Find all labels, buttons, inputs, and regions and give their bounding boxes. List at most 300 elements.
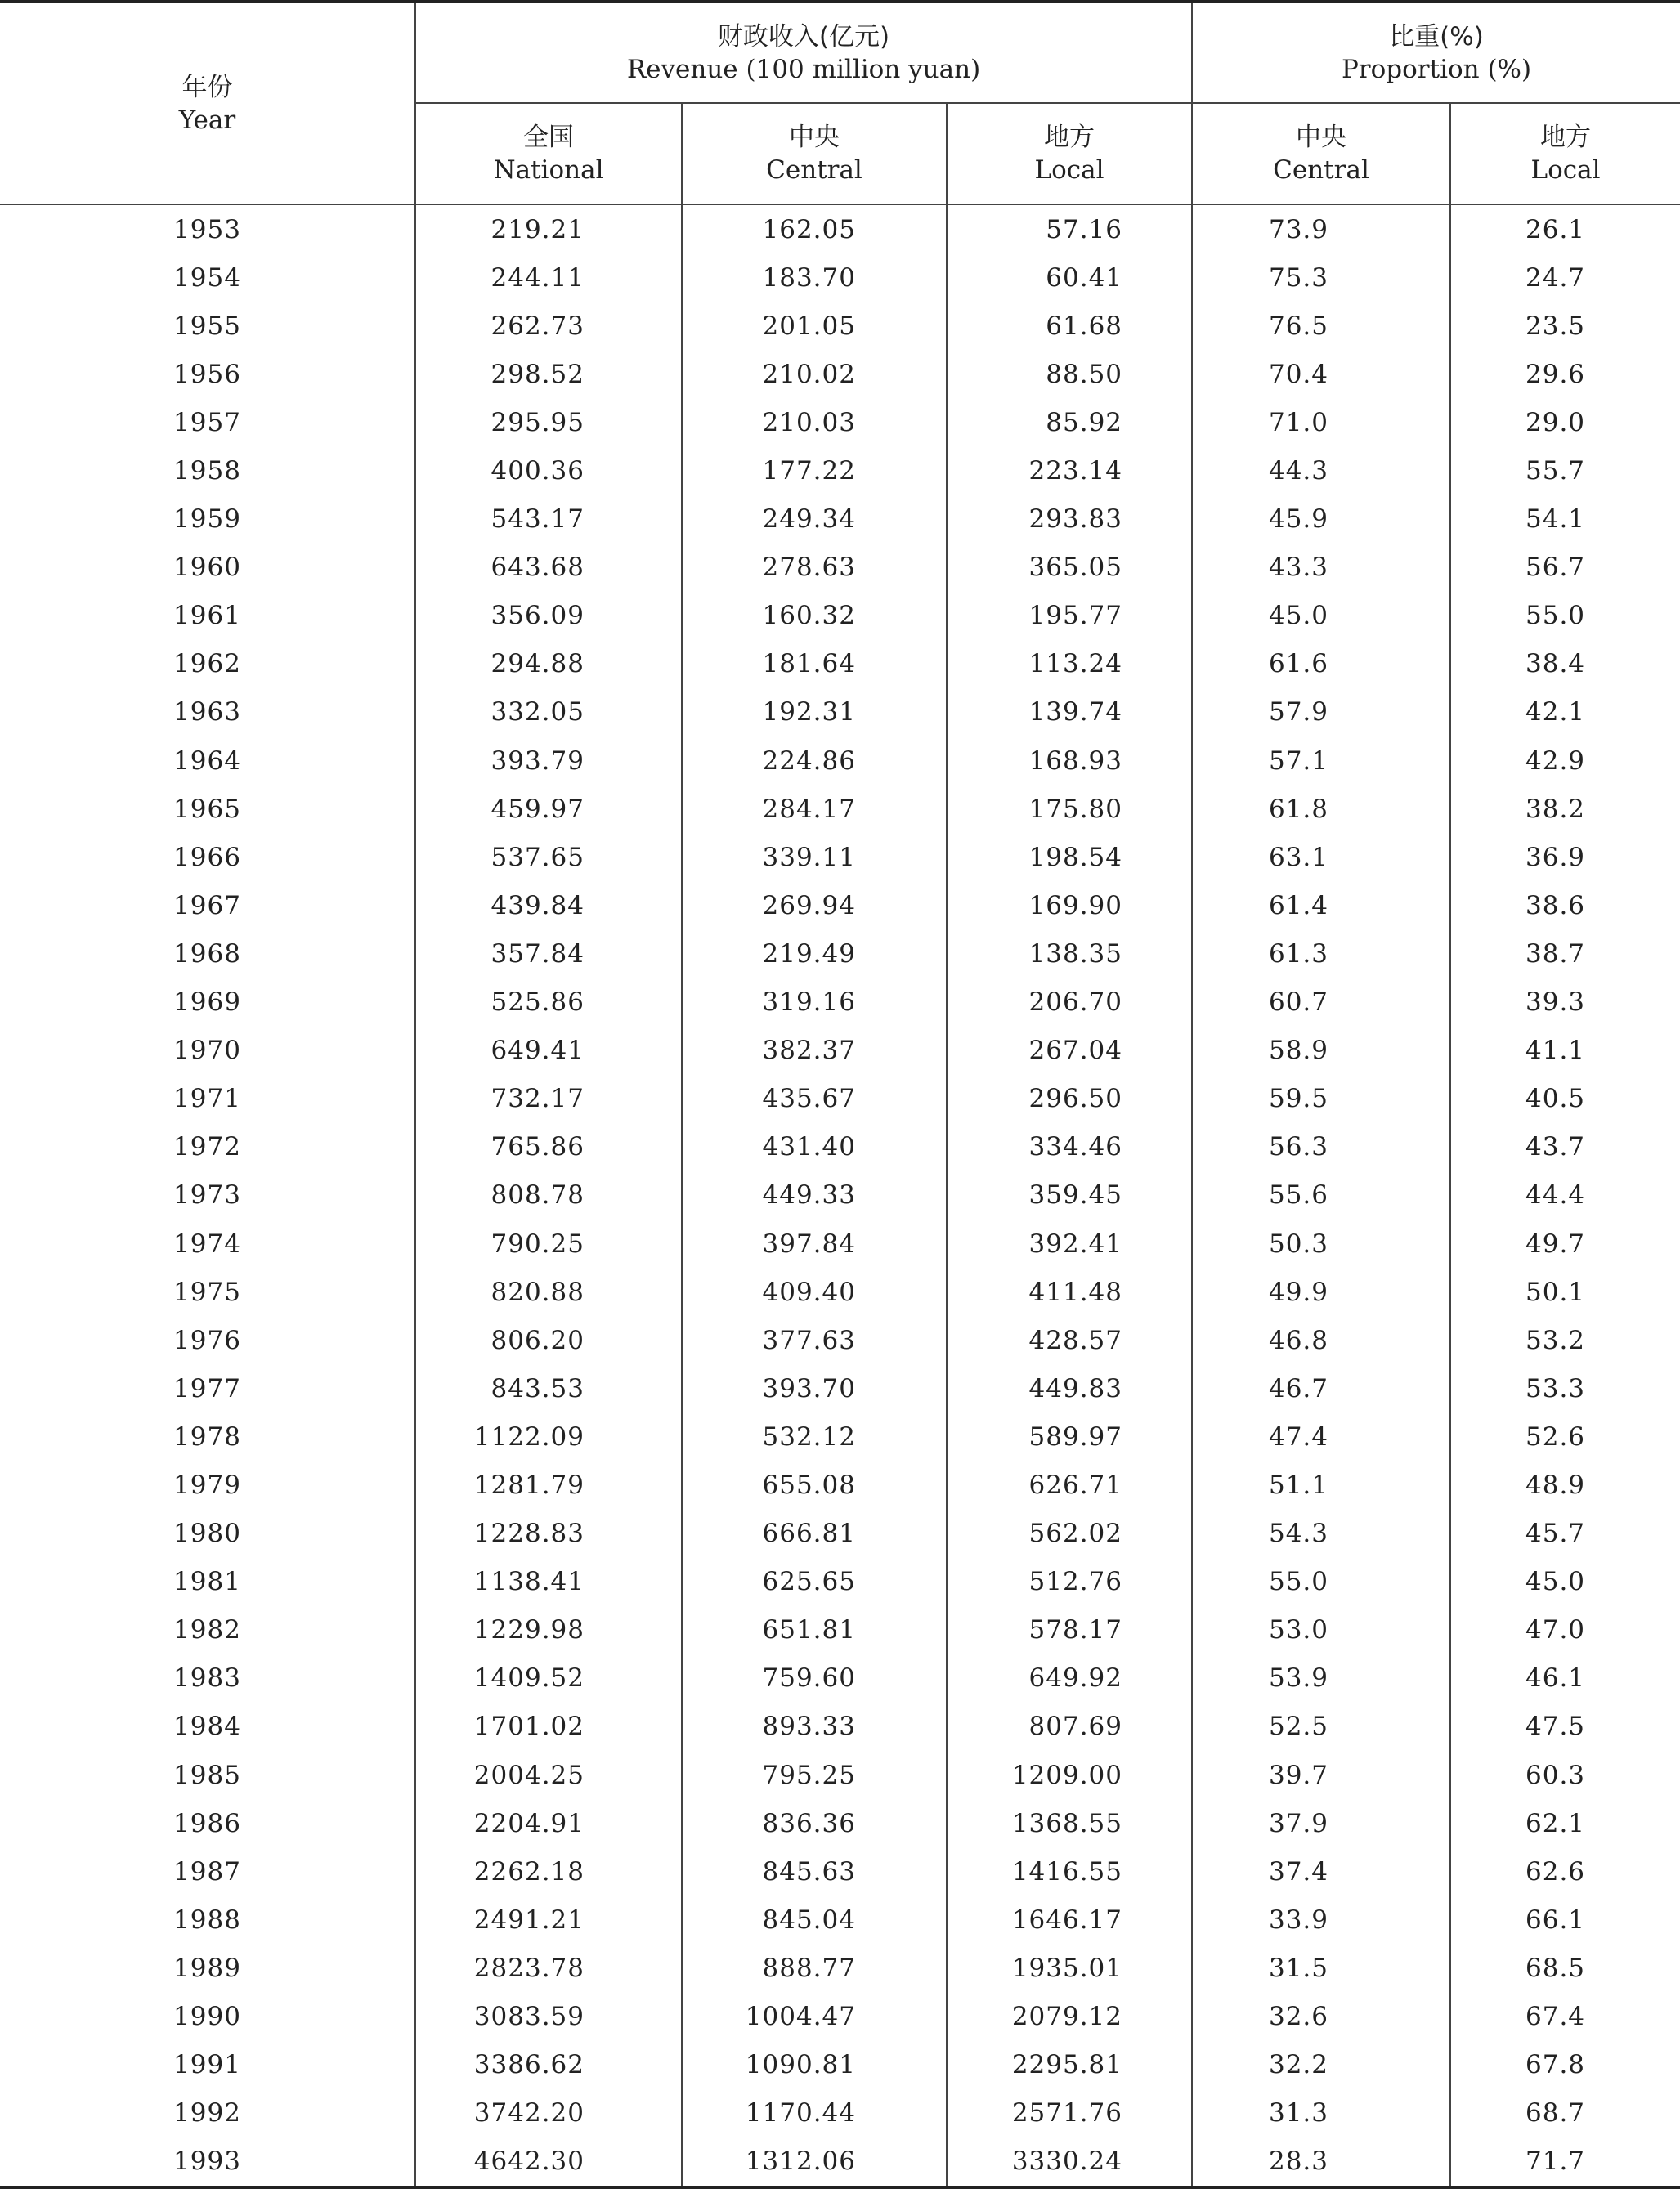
national-revenue-cell: 1281.79 — [415, 1461, 682, 1509]
table-row — [0, 302, 1680, 350]
central-proportion-cell: 56.3 — [1192, 1123, 1450, 1171]
proportion-group-header — [1192, 2, 1680, 103]
local-revenue-cell: 428.57 — [947, 1316, 1192, 1364]
local-revenue-cell: 2571.76 — [947, 2089, 1192, 2138]
table-row — [0, 1992, 1680, 2040]
year-cell: 1965 — [0, 785, 415, 833]
central-proportion-cell: 59.5 — [1192, 1075, 1450, 1123]
national-revenue-cell: 2262.18 — [415, 1847, 682, 1896]
table-body — [0, 204, 1680, 2187]
table-row — [0, 204, 1680, 253]
year-cell: 1987 — [0, 1847, 415, 1896]
local-proportion-cell: 55.7 — [1525, 456, 1586, 486]
central-revenue-cell: 382.37 — [682, 1027, 947, 1075]
local-proportion-cell: 46.1 — [1525, 1663, 1586, 1694]
central-revenue-cell: 192.31 — [682, 688, 947, 736]
central-proportion-cell: 45.9 — [1192, 495, 1450, 544]
proportion-central-header-zh: 中央 — [1296, 123, 1347, 152]
central-revenue-cell: 1312.06 — [682, 2138, 947, 2187]
central-revenue-cell: 181.64 — [682, 640, 947, 688]
national-revenue-cell: 806.20 — [415, 1316, 682, 1364]
local-proportion-cell: 53.2 — [1525, 1325, 1586, 1355]
year-cell: 1983 — [0, 1654, 415, 1703]
national-revenue-cell: 808.78 — [415, 1171, 682, 1220]
local-proportion-cell: 68.5 — [1525, 1953, 1586, 1983]
central-revenue-cell: 409.40 — [682, 1268, 947, 1316]
table-row — [0, 1171, 1680, 1220]
year-cell: 1976 — [0, 1316, 415, 1364]
local-revenue-cell: 359.45 — [947, 1171, 1192, 1220]
local-column-header — [947, 103, 1192, 204]
local-revenue-cell: 578.17 — [947, 1606, 1192, 1654]
central-proportion-cell: 53.0 — [1192, 1606, 1450, 1654]
local-proportion-cell: 55.0 — [1525, 601, 1586, 631]
local-revenue-cell: 138.35 — [947, 929, 1192, 978]
national-revenue-cell: 543.17 — [415, 495, 682, 544]
local-proportion-cell: 52.6 — [1525, 1421, 1586, 1452]
local-proportion-cell: 42.1 — [1525, 697, 1586, 727]
local-proportion-cell: 38.4 — [1525, 649, 1586, 679]
local-revenue-cell: 85.92 — [947, 398, 1192, 446]
central-proportion-cell: 46.8 — [1192, 1316, 1450, 1364]
local-proportion-cell: 29.0 — [1525, 407, 1586, 437]
national-revenue-cell: 3386.62 — [415, 2041, 682, 2089]
year-cell: 1980 — [0, 1510, 415, 1558]
table-row — [0, 1268, 1680, 1316]
central-proportion-cell: 44.3 — [1192, 446, 1450, 495]
central-proportion-cell: 55.0 — [1192, 1558, 1450, 1606]
central-revenue-cell: 1090.81 — [682, 2041, 947, 2089]
table-row — [0, 1510, 1680, 1558]
central-proportion-cell: 61.8 — [1192, 785, 1450, 833]
year-cell: 1966 — [0, 833, 415, 881]
national-revenue-cell: 765.86 — [415, 1123, 682, 1171]
national-revenue-cell: 244.11 — [415, 253, 682, 302]
central-revenue-cell: 162.05 — [682, 204, 947, 253]
national-revenue-cell: 643.68 — [415, 544, 682, 592]
year-cell: 1971 — [0, 1075, 415, 1123]
local-revenue-cell: 296.50 — [947, 1075, 1192, 1123]
local-proportion-cell: 38.7 — [1525, 938, 1586, 969]
central-proportion-cell: 37.4 — [1192, 1847, 1450, 1896]
local-proportion-cell: 67.4 — [1525, 2002, 1586, 2032]
year-cell: 1990 — [0, 1992, 415, 2040]
national-revenue-cell: 820.88 — [415, 1268, 682, 1316]
local-revenue-cell: 169.90 — [947, 881, 1192, 929]
local-proportion-cell: 40.5 — [1525, 1084, 1586, 1114]
year-cell: 1958 — [0, 446, 415, 495]
national-revenue-cell: 219.21 — [415, 204, 682, 253]
national-revenue-cell: 295.95 — [415, 398, 682, 446]
central-revenue-cell: 160.32 — [682, 592, 947, 640]
local-revenue-cell: 139.74 — [947, 688, 1192, 736]
local-revenue-cell: 807.69 — [947, 1703, 1192, 1751]
proportion-local-column-header — [1450, 103, 1680, 204]
local-revenue-cell: 57.16 — [947, 204, 1192, 253]
year-cell: 1961 — [0, 592, 415, 640]
local-revenue-cell: 626.71 — [947, 1461, 1192, 1509]
central-revenue-cell: 795.25 — [682, 1751, 947, 1799]
central-revenue-cell: 759.60 — [682, 1654, 947, 1703]
year-cell: 1974 — [0, 1220, 415, 1268]
table-row — [0, 1654, 1680, 1703]
year-cell: 1985 — [0, 1751, 415, 1799]
central-revenue-cell: 449.33 — [682, 1171, 947, 1220]
year-header-en: Year — [178, 105, 236, 135]
local-revenue-cell: 61.68 — [947, 302, 1192, 350]
year-cell: 1979 — [0, 1461, 415, 1509]
central-proportion-cell: 50.3 — [1192, 1220, 1450, 1268]
table-row — [0, 1606, 1680, 1654]
central-revenue-cell: 532.12 — [682, 1412, 947, 1461]
local-revenue-cell: 195.77 — [947, 592, 1192, 640]
table-row — [0, 592, 1680, 640]
table-row — [0, 640, 1680, 688]
national-column-header — [415, 103, 682, 204]
central-revenue-cell: 1004.47 — [682, 1992, 947, 2040]
year-cell: 1969 — [0, 978, 415, 1027]
central-proportion-cell: 39.7 — [1192, 1751, 1450, 1799]
central-revenue-cell: 845.04 — [682, 1896, 947, 1944]
table-row — [0, 2138, 1680, 2187]
table-row — [0, 881, 1680, 929]
year-cell: 1963 — [0, 688, 415, 736]
national-revenue-cell: 332.05 — [415, 688, 682, 736]
national-revenue-cell: 649.41 — [415, 1027, 682, 1075]
central-proportion-cell: 54.3 — [1192, 1510, 1450, 1558]
national-revenue-cell: 356.09 — [415, 592, 682, 640]
central-revenue-cell: 431.40 — [682, 1123, 947, 1171]
national-revenue-cell: 400.36 — [415, 446, 682, 495]
central-revenue-cell: 224.86 — [682, 736, 947, 785]
local-proportion-cell: 45.7 — [1525, 1519, 1586, 1549]
table-row — [0, 2089, 1680, 2138]
table-row — [0, 978, 1680, 1027]
central-revenue-cell: 377.63 — [682, 1316, 947, 1364]
local-proportion-cell: 23.5 — [1525, 311, 1586, 341]
national-revenue-cell: 2491.21 — [415, 1896, 682, 1944]
table-row — [0, 1751, 1680, 1799]
local-proportion-cell: 62.6 — [1525, 1856, 1586, 1887]
central-proportion-cell: 43.3 — [1192, 544, 1450, 592]
local-revenue-cell: 198.54 — [947, 833, 1192, 881]
central-proportion-cell: 31.3 — [1192, 2089, 1450, 2138]
national-revenue-cell: 3742.20 — [415, 2089, 682, 2138]
table-row — [0, 929, 1680, 978]
year-cell: 1967 — [0, 881, 415, 929]
local-proportion-cell: 66.1 — [1525, 1905, 1586, 1935]
proportion-central-header-en: Central — [1273, 155, 1369, 185]
table-row — [0, 1703, 1680, 1751]
national-revenue-cell: 393.79 — [415, 736, 682, 785]
central-revenue-cell: 893.33 — [682, 1703, 947, 1751]
national-header-zh: 全国 — [523, 123, 574, 152]
year-cell: 1977 — [0, 1364, 415, 1412]
local-revenue-cell: 1646.17 — [947, 1896, 1192, 1944]
national-revenue-cell: 790.25 — [415, 1220, 682, 1268]
local-revenue-cell: 175.80 — [947, 785, 1192, 833]
local-revenue-cell: 60.41 — [947, 253, 1192, 302]
central-proportion-cell: 51.1 — [1192, 1461, 1450, 1509]
local-proportion-cell: 48.9 — [1525, 1470, 1586, 1500]
central-revenue-cell: 210.03 — [682, 398, 947, 446]
central-revenue-cell: 339.11 — [682, 833, 947, 881]
local-revenue-cell: 411.48 — [947, 1268, 1192, 1316]
table-row — [0, 1558, 1680, 1606]
year-cell: 1992 — [0, 2089, 415, 2138]
central-proportion-cell: 76.5 — [1192, 302, 1450, 350]
table-row — [0, 1461, 1680, 1509]
year-cell: 1982 — [0, 1606, 415, 1654]
local-revenue-cell: 293.83 — [947, 495, 1192, 544]
central-revenue-cell: 435.67 — [682, 1075, 947, 1123]
central-proportion-cell: 63.1 — [1192, 833, 1450, 881]
year-cell: 1978 — [0, 1412, 415, 1461]
national-revenue-cell: 732.17 — [415, 1075, 682, 1123]
national-revenue-cell: 1701.02 — [415, 1703, 682, 1751]
local-header-en: Local — [1034, 155, 1104, 185]
year-cell: 1957 — [0, 398, 415, 446]
central-revenue-cell: 278.63 — [682, 544, 947, 592]
national-revenue-cell: 537.65 — [415, 833, 682, 881]
table-row — [0, 1027, 1680, 1075]
central-proportion-cell: 47.4 — [1192, 1412, 1450, 1461]
year-header-zh: 年份 — [181, 72, 233, 102]
central-proportion-cell: 61.3 — [1192, 929, 1450, 978]
central-revenue-cell: 183.70 — [682, 253, 947, 302]
central-revenue-cell: 655.08 — [682, 1461, 947, 1509]
local-proportion-cell: 36.9 — [1525, 842, 1586, 872]
year-cell: 1960 — [0, 544, 415, 592]
year-cell: 1988 — [0, 1896, 415, 1944]
central-proportion-cell: 70.4 — [1192, 350, 1450, 398]
central-revenue-cell: 249.34 — [682, 495, 947, 544]
national-revenue-cell: 2004.25 — [415, 1751, 682, 1799]
table-row — [0, 1123, 1680, 1171]
year-cell: 1970 — [0, 1027, 415, 1075]
national-revenue-cell: 2823.78 — [415, 1944, 682, 1992]
local-proportion-cell: 49.7 — [1525, 1229, 1586, 1259]
year-cell: 1984 — [0, 1703, 415, 1751]
central-proportion-cell: 60.7 — [1192, 978, 1450, 1027]
local-proportion-cell: 54.1 — [1525, 504, 1586, 535]
table-row — [0, 1412, 1680, 1461]
national-revenue-cell: 4642.30 — [415, 2138, 682, 2187]
central-revenue-cell: 177.22 — [682, 446, 947, 495]
proportion-local-header-zh: 地方 — [1540, 123, 1592, 152]
table-row — [0, 495, 1680, 544]
central-proportion-cell: 53.9 — [1192, 1654, 1450, 1703]
national-revenue-cell: 357.84 — [415, 929, 682, 978]
local-revenue-cell: 562.02 — [947, 1510, 1192, 1558]
year-cell: 1962 — [0, 640, 415, 688]
local-header-zh: 地方 — [1044, 123, 1095, 152]
local-proportion-cell: 53.3 — [1525, 1373, 1586, 1403]
national-revenue-cell: 3083.59 — [415, 1992, 682, 2040]
central-proportion-cell: 75.3 — [1192, 253, 1450, 302]
table-row — [0, 2041, 1680, 2089]
central-proportion-cell: 32.6 — [1192, 1992, 1450, 2040]
national-header-en: National — [493, 155, 604, 185]
national-revenue-cell: 298.52 — [415, 350, 682, 398]
central-proportion-cell: 73.9 — [1192, 204, 1450, 253]
central-header-zh: 中央 — [789, 123, 840, 152]
local-proportion-cell: 67.8 — [1525, 2050, 1586, 2080]
local-proportion-cell: 68.7 — [1525, 2098, 1586, 2129]
central-column-header — [682, 103, 947, 204]
local-revenue-cell: 1209.00 — [947, 1751, 1192, 1799]
central-revenue-cell: 201.05 — [682, 302, 947, 350]
local-revenue-cell: 3330.24 — [947, 2138, 1192, 2187]
local-revenue-cell: 267.04 — [947, 1027, 1192, 1075]
year-cell: 1955 — [0, 302, 415, 350]
local-proportion-cell: 38.6 — [1525, 890, 1586, 920]
central-proportion-cell: 58.9 — [1192, 1027, 1450, 1075]
local-revenue-cell: 334.46 — [947, 1123, 1192, 1171]
table-row — [0, 1220, 1680, 1268]
table-header — [0, 2, 1680, 204]
local-revenue-cell: 365.05 — [947, 544, 1192, 592]
central-proportion-cell: 49.9 — [1192, 1268, 1450, 1316]
central-revenue-cell: 1170.44 — [682, 2089, 947, 2138]
year-cell: 1956 — [0, 350, 415, 398]
central-revenue-cell: 219.49 — [682, 929, 947, 978]
table-row — [0, 688, 1680, 736]
table-row — [0, 736, 1680, 785]
central-proportion-cell: 71.0 — [1192, 398, 1450, 446]
local-proportion-cell: 38.2 — [1525, 794, 1586, 824]
table-row — [0, 1896, 1680, 1944]
local-revenue-cell: 2295.81 — [947, 2041, 1192, 2089]
central-revenue-cell: 625.65 — [682, 1558, 947, 1606]
proportion-group-en: Proportion (%) — [1341, 54, 1532, 84]
local-revenue-cell: 1416.55 — [947, 1847, 1192, 1896]
local-proportion-cell: 42.9 — [1525, 745, 1586, 776]
national-revenue-cell: 439.84 — [415, 881, 682, 929]
central-proportion-cell: 57.9 — [1192, 688, 1450, 736]
year-cell: 1972 — [0, 1123, 415, 1171]
revenue-group-zh: 财政收入(亿元) — [717, 21, 890, 51]
central-proportion-cell: 28.3 — [1192, 2138, 1450, 2187]
year-cell: 1981 — [0, 1558, 415, 1606]
year-cell: 1989 — [0, 1944, 415, 1992]
local-revenue-cell: 512.76 — [947, 1558, 1192, 1606]
table-row — [0, 1799, 1680, 1847]
year-cell: 1986 — [0, 1799, 415, 1847]
proportion-central-column-header — [1192, 103, 1450, 204]
table-row — [0, 253, 1680, 302]
central-revenue-cell: 836.36 — [682, 1799, 947, 1847]
central-header-en: Central — [766, 155, 862, 185]
table-row — [0, 1847, 1680, 1896]
year-cell: 1993 — [0, 2138, 415, 2187]
local-proportion-cell: 45.0 — [1525, 1567, 1586, 1597]
proportion-group-zh: 比重(%) — [1389, 21, 1484, 51]
year-cell: 1991 — [0, 2041, 415, 2089]
local-proportion-cell: 43.7 — [1525, 1132, 1586, 1162]
local-proportion-cell: 44.4 — [1525, 1180, 1586, 1211]
local-revenue-cell: 1368.55 — [947, 1799, 1192, 1847]
national-revenue-cell: 1229.98 — [415, 1606, 682, 1654]
local-proportion-cell: 50.1 — [1525, 1277, 1586, 1307]
local-proportion-cell: 41.1 — [1525, 1036, 1586, 1066]
revenue-group-en: Revenue (100 million yuan) — [626, 54, 981, 84]
central-revenue-cell: 393.70 — [682, 1364, 947, 1412]
year-cell: 1954 — [0, 253, 415, 302]
national-revenue-cell: 459.97 — [415, 785, 682, 833]
national-revenue-cell: 1409.52 — [415, 1654, 682, 1703]
national-revenue-cell: 2204.91 — [415, 1799, 682, 1847]
central-revenue-cell: 666.81 — [682, 1510, 947, 1558]
local-revenue-cell: 2079.12 — [947, 1992, 1192, 2040]
central-proportion-cell: 37.9 — [1192, 1799, 1450, 1847]
local-proportion-cell: 29.6 — [1525, 359, 1586, 389]
central-revenue-cell: 845.63 — [682, 1847, 947, 1896]
local-revenue-cell: 589.97 — [947, 1412, 1192, 1461]
national-revenue-cell: 1228.83 — [415, 1510, 682, 1558]
local-proportion-cell: 24.7 — [1525, 262, 1586, 293]
table-row — [0, 833, 1680, 881]
local-proportion-cell: 60.3 — [1525, 1760, 1586, 1790]
local-revenue-cell: 88.50 — [947, 350, 1192, 398]
central-proportion-cell: 57.1 — [1192, 736, 1450, 785]
table-row — [0, 1316, 1680, 1364]
local-revenue-cell: 449.83 — [947, 1364, 1192, 1412]
year-cell: 1968 — [0, 929, 415, 978]
local-proportion-cell: 47.0 — [1525, 1615, 1586, 1645]
proportion-local-header-en: Local — [1530, 155, 1601, 185]
central-revenue-cell: 284.17 — [682, 785, 947, 833]
local-revenue-cell: 649.92 — [947, 1654, 1192, 1703]
year-cell: 1959 — [0, 495, 415, 544]
table-row — [0, 544, 1680, 592]
local-revenue-cell: 392.41 — [947, 1220, 1192, 1268]
local-proportion-cell: 56.7 — [1525, 553, 1586, 583]
year-cell: 1975 — [0, 1268, 415, 1316]
table-row — [0, 398, 1680, 446]
local-proportion-cell: 39.3 — [1525, 987, 1586, 1018]
central-proportion-cell: 45.0 — [1192, 592, 1450, 640]
central-revenue-cell: 210.02 — [682, 350, 947, 398]
central-revenue-cell: 319.16 — [682, 978, 947, 1027]
central-revenue-cell: 651.81 — [682, 1606, 947, 1654]
central-proportion-cell: 46.7 — [1192, 1364, 1450, 1412]
national-revenue-cell: 525.86 — [415, 978, 682, 1027]
central-proportion-cell: 31.5 — [1192, 1944, 1450, 1992]
local-proportion-cell: 47.5 — [1525, 1712, 1586, 1742]
year-column-header — [0, 2, 415, 204]
central-revenue-cell: 397.84 — [682, 1220, 947, 1268]
central-revenue-cell: 269.94 — [682, 881, 947, 929]
revenue-group-header — [415, 2, 1192, 103]
year-cell: 1973 — [0, 1171, 415, 1220]
local-proportion-cell: 26.1 — [1525, 214, 1586, 244]
table-row — [0, 1944, 1680, 1992]
central-proportion-cell: 32.2 — [1192, 2041, 1450, 2089]
local-proportion-cell: 62.1 — [1525, 1808, 1586, 1838]
year-cell: 1964 — [0, 736, 415, 785]
local-revenue-cell: 1935.01 — [947, 1944, 1192, 1992]
table-row — [0, 1075, 1680, 1123]
central-proportion-cell: 61.6 — [1192, 640, 1450, 688]
table-row — [0, 350, 1680, 398]
central-proportion-cell: 61.4 — [1192, 881, 1450, 929]
local-revenue-cell: 113.24 — [947, 640, 1192, 688]
local-revenue-cell: 206.70 — [947, 978, 1192, 1027]
national-revenue-cell: 1122.09 — [415, 1412, 682, 1461]
central-proportion-cell: 33.9 — [1192, 1896, 1450, 1944]
central-proportion-cell: 52.5 — [1192, 1703, 1450, 1751]
